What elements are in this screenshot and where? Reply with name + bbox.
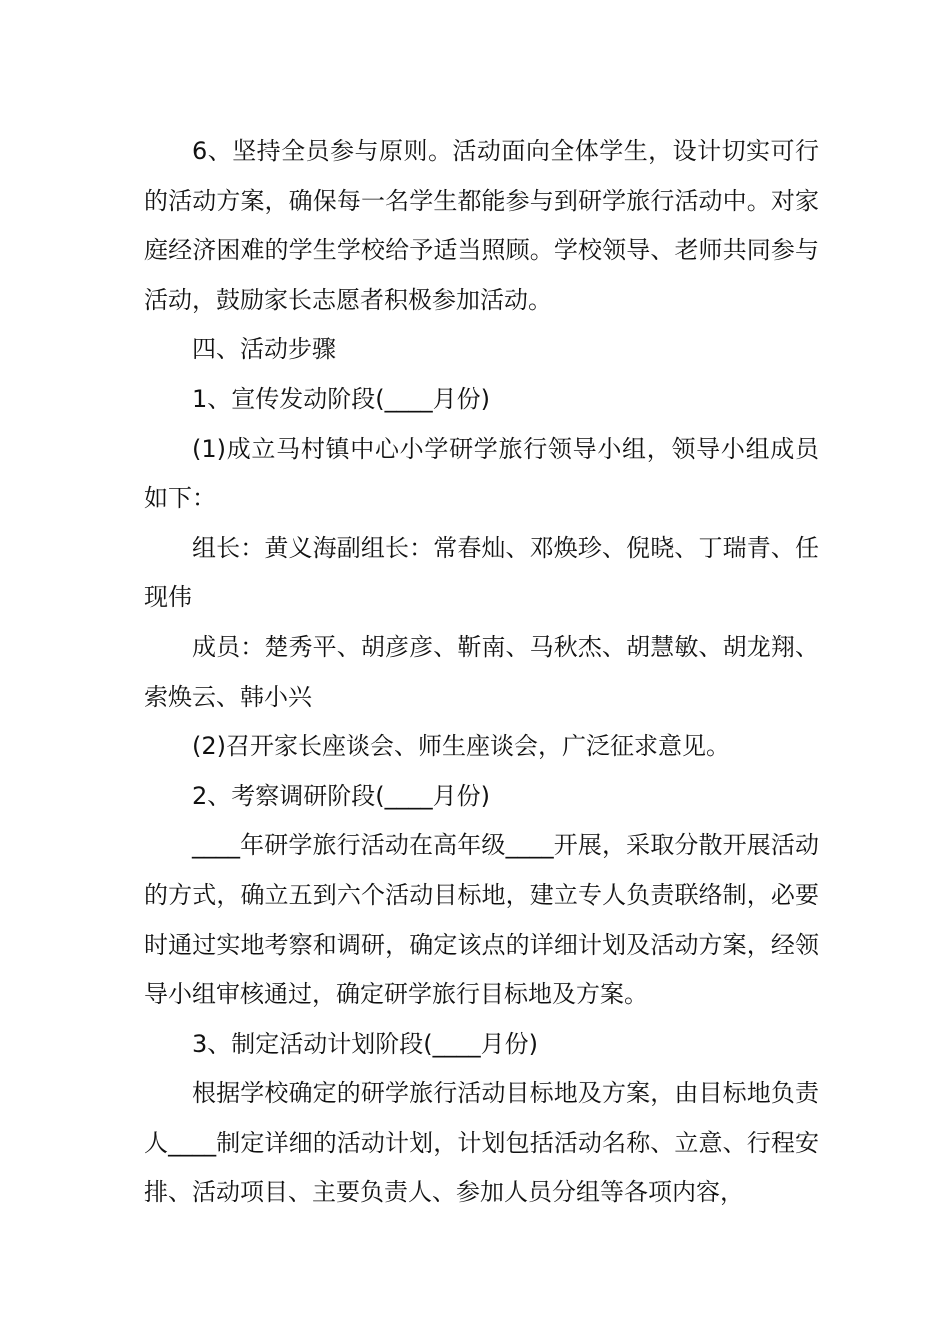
step-heading-planning: 3、制定活动计划阶段(____月份) <box>192 1029 538 1058</box>
paragraph-planning: 根据学校确定的研学旅行活动目标地及方案，由目标地负责人____制定详细的活动计划，计划包括活动名称、立意、行程安排、活动项目、主要负责人、参加人员分组等各项内容， <box>144 1079 819 1207</box>
section-heading-activity-steps: 四、活动步骤 <box>192 335 336 364</box>
paragraph-leading-group: (1)成立马村镇中心小学研学旅行领导小组，领导小组成员如下： <box>144 434 819 513</box>
paragraph-principle-6: 6、坚持全员参与原则。活动面向全体学生，设计切实可行的活动方案，确保每一名学生都能参与到研学旅行活动中。对家庭经济困难的学生学校给予适当照顾。学校领导、老师共同参与活动，鼓励家长志愿者积极参加活动。 <box>144 137 819 314</box>
paragraph-group-members: 成员：楚秀平、胡彦彦、靳南、马秋杰、胡慧敏、胡龙翔、索焕云、韩小兴 <box>144 632 819 711</box>
step-heading-publicity: 1、宣传发动阶段(____月份) <box>192 384 490 413</box>
document-body <box>144 127 819 1218</box>
paragraph-meetings: (2)召开家长座谈会、师生座谈会，广泛征求意见。 <box>192 732 730 761</box>
paragraph-group-leaders: 组长：黄义海副组长：常春灿、邓焕珍、倪晓、丁瑞青、任现伟 <box>144 533 819 612</box>
step-heading-investigation: 2、考察调研阶段(____月份) <box>192 781 490 810</box>
paragraph-investigation: ____年研学旅行活动在高年级____开展，采取分散开展活动的方式，确立五到六个活动目标地，建立专人负责联络制，必要时通过实地考察和调研，确定该点的详细计划及活动方案，经领导小组审核通过，确定研学旅行目标地及方案。 <box>144 831 819 1009</box>
